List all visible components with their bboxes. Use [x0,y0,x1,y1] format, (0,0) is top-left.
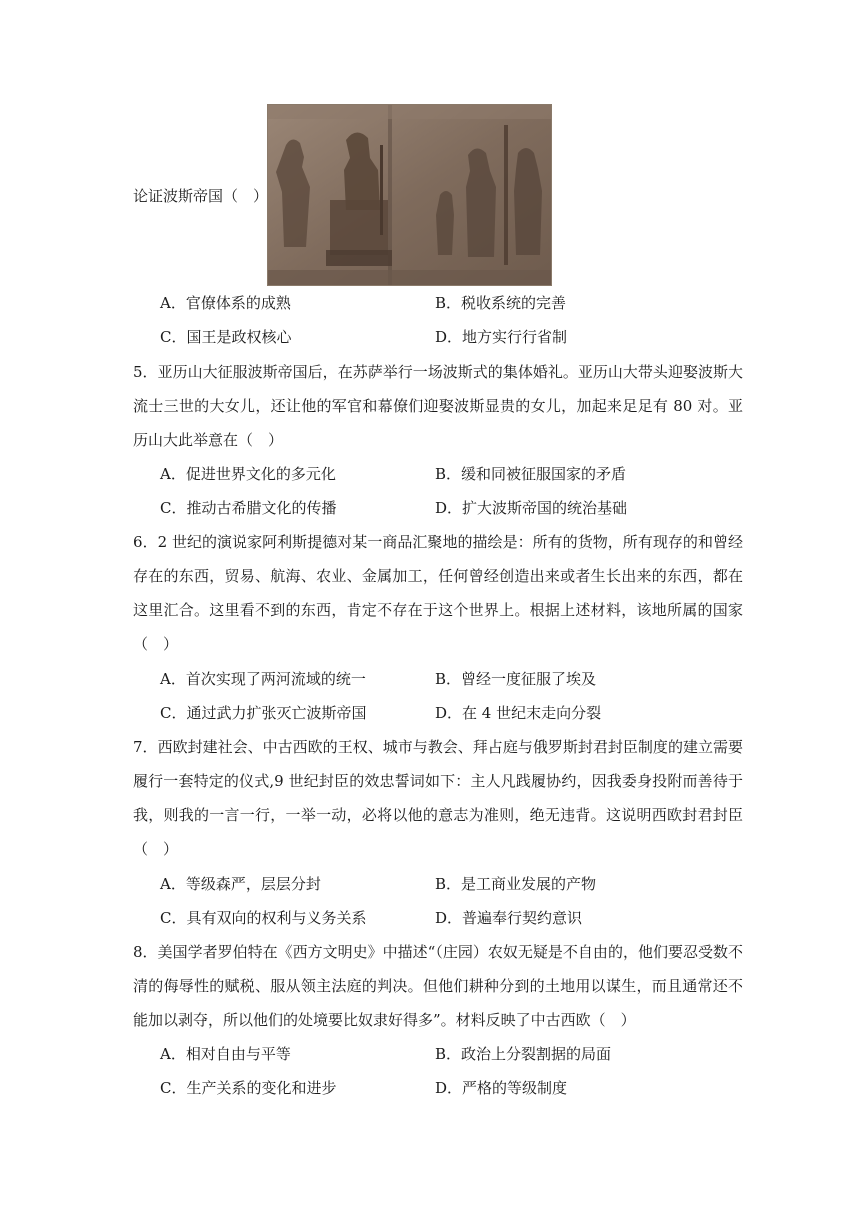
question-5-options-row-1 [160,457,720,491]
question-6 [133,525,743,661]
option-d[interactable]: D．在 4 世纪末走向分裂 [435,704,602,722]
option-b[interactable]: B．是工商业发展的产物 [435,875,597,893]
option-c[interactable]: C．生产关系的变化和进步 [160,1079,337,1097]
question-8-options-row-1 [160,1037,720,1071]
question-5-options-row-2 [160,491,720,525]
question-8-options-row-2 [160,1071,720,1105]
option-d[interactable]: D．扩大波斯帝国的统治基础 [435,499,628,517]
option-d[interactable]: D．普遍奉行契约意识 [435,909,583,927]
question-6-options-row-1 [160,662,720,696]
question-6-stem: 6．2 世纪的演说家阿利斯提德对某一商品汇聚地的描绘是：所有的货物，所有现存的和曾经存在的东西，贸易、航海、农业、金属加工，任何曾经创造出来或者生长出来的东西，都在这里汇合。这里看不到的东西，肯定不存在于这个世界上。根据上述材料，该地所属的国家（ ） [133,533,743,653]
question-4-options-row-2 [160,320,720,354]
option-c[interactable]: C．推动古希腊文化的传播 [160,499,337,517]
option-b[interactable]: B．税收系统的完善 [435,294,567,312]
option-a[interactable]: A．首次实现了两河流域的统一 [160,670,366,688]
option-c[interactable]: C．国王是政权核心 [160,328,292,346]
question-6-options-row-2 [160,696,720,730]
option-b[interactable]: B．政治上分裂割据的局面 [435,1045,612,1063]
option-a[interactable]: A．促进世界文化的多元化 [160,465,336,483]
question-8 [133,935,743,1037]
option-a[interactable]: A．等级森严，层层分封 [160,875,321,893]
option-a[interactable]: A．相对自由与平等 [160,1045,291,1063]
question-4-lead [133,104,563,286]
question-7-options-row-2 [160,901,720,935]
persian-relief-image [267,104,552,286]
option-b[interactable]: B．曾经一度征服了埃及 [435,670,597,688]
option-a[interactable]: A．官僚体系的成熟 [160,294,291,312]
question-4-stem-tail: 论证波斯帝国（ ） [133,187,269,205]
question-7-options-row-1 [160,867,720,901]
option-d[interactable]: D．严格的等级制度 [435,1079,568,1097]
question-8-stem: 8．美国学者罗伯特在《西方文明史》中描述“（庄园）农奴无疑是不自由的，他们要忍受数不清的侮辱性的赋税、服从领主法庭的判决。但他们耕种分到的土地用以谋生，而且通常还不能加以剥夺，所以他们的处境要比奴隶好得多”。材料反映了中古西欧（ ） [133,943,743,1029]
question-7 [133,730,743,866]
option-d[interactable]: D．地方实行行省制 [435,328,568,346]
question-5-stem: 5．亚历山大征服波斯帝国后，在苏萨举行一场波斯式的集体婚礼。亚历山大带头迎娶波斯大流士三世的大女儿，还让他的军官和幕僚们迎娶波斯显贵的女儿，加起来足足有 80 对。亚历山大此举意在（ ） [133,363,743,449]
question-5 [133,355,743,457]
option-c[interactable]: C．具有双向的权利与义务关系 [160,909,367,927]
option-c[interactable]: C．通过武力扩张灭亡波斯帝国 [160,704,367,722]
question-7-stem: 7．西欧封建社会、中古西欧的王权、城市与教会、拜占庭与俄罗斯封君封臣制度的建立需要履行一套特定的仪式,9 世纪封臣的效忠誓词如下：主人凡践履协约，因我委身投附而善待于我，则我的一言一行，一举一动，必将以他的意志为准则，绝无违背。这说明西欧封君封臣（ ） [133,738,743,858]
question-4-options-row-1 [160,286,720,320]
option-b[interactable]: B．缓和同被征服国家的矛盾 [435,465,627,483]
